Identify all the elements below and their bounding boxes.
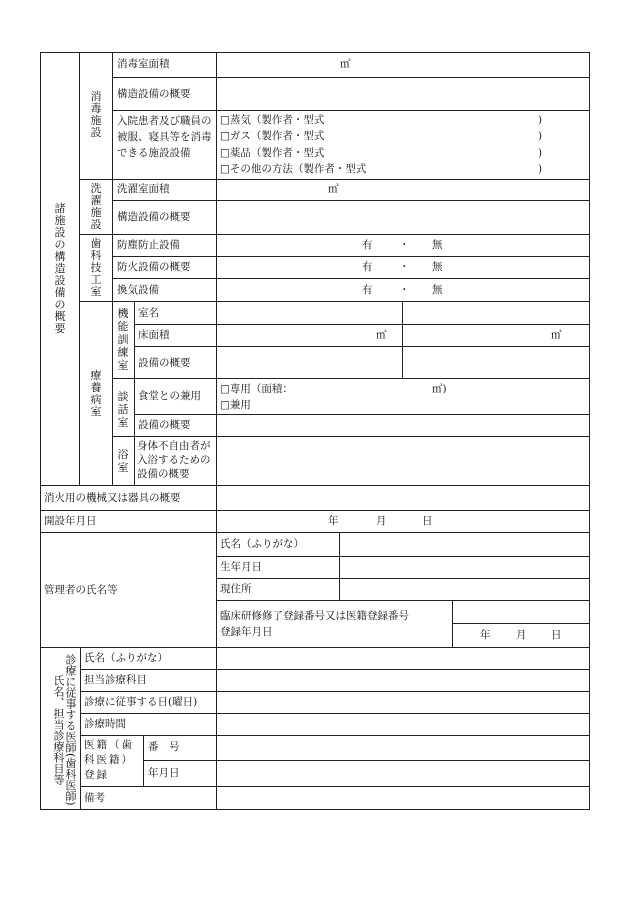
doctor-date-label: 年月日 <box>148 767 180 779</box>
doctor-dept-value-cell[interactable] <box>216 669 590 692</box>
opening-value-cell[interactable] <box>216 510 590 533</box>
lounge-shared-label: 食堂との兼用 <box>138 390 201 402</box>
lounge-shared-checkbox[interactable]: □兼用 <box>220 399 251 411</box>
laundry-area-unit: ㎡ <box>328 183 339 195</box>
opening-label: 開設年月日 <box>44 515 97 527</box>
laundry-overview-label: 構造設備の概要 <box>117 211 191 223</box>
lounge-label: 談話室 <box>117 390 129 429</box>
manager-reg-month: 月 <box>516 629 527 641</box>
manager-reg-day: 日 <box>551 629 562 641</box>
manager-address-label: 現住所 <box>220 583 252 595</box>
close-paren-2: ) <box>538 130 543 142</box>
doctor-dept-label: 担当診療科目 <box>84 674 147 686</box>
dental-row-2-no[interactable]: 無 <box>432 261 443 273</box>
disinfection-option-other[interactable]: □その他の方法（製作者・型式 <box>220 163 367 175</box>
disinfection-equipment-label: 入院患者及び職員の被服、寝具等を消毒できる施設設備 <box>117 115 212 159</box>
dental-row-1-label: 防塵防止設備 <box>117 239 180 251</box>
dental-row-2-yes[interactable]: 有 <box>362 261 373 273</box>
training-floor-area-label: 床面積 <box>138 329 170 341</box>
laundry-area-value-cell[interactable] <box>216 179 590 201</box>
doctor-section-label: 診療に従事する医師(歯科医師)氏名、担当診療科目等 <box>52 653 77 806</box>
disinfection-area-label: 消毒室面積 <box>117 58 170 70</box>
training-floor-area-value-1[interactable] <box>216 324 403 347</box>
fire-value-cell[interactable] <box>216 485 590 511</box>
close-paren-1: ) <box>538 114 543 126</box>
dental-row-2-label: 防火設備の概要 <box>117 261 191 273</box>
doctor-reg-label: 医籍（歯科医籍）登録 <box>84 739 134 781</box>
doctor-remarks-label: 備考 <box>84 792 105 804</box>
doctor-date-value-cell[interactable] <box>216 760 590 787</box>
training-equipment-value-1[interactable] <box>216 346 403 379</box>
dental-row-1-dot: ・ <box>399 239 410 251</box>
laundry-area-label: 洗濯室面積 <box>117 183 170 195</box>
doctor-number-label: 番 号 <box>148 741 180 753</box>
doctor-days-label: 診療に従事する日(曜日) <box>84 696 198 708</box>
laundry-overview-value-cell[interactable] <box>216 200 590 235</box>
dental-row-3-yes[interactable]: 有 <box>362 284 373 296</box>
manager-reg-label-1: 臨床研修修了登録番号又は医籍登録番号 <box>220 610 409 622</box>
dental-row-3-no[interactable]: 無 <box>432 284 443 296</box>
manager-reg-label-2: 登録年月日 <box>220 626 273 638</box>
group-label-laundry: 洗濯施設 <box>90 182 102 231</box>
disinfection-overview-value-cell[interactable] <box>216 77 590 111</box>
doctor-hours-label: 診療時間 <box>84 718 126 730</box>
bath-desc-label: 身体不自由者が入浴するための設備の概要 <box>137 440 211 480</box>
training-equipment-label: 設備の概要 <box>138 357 191 369</box>
opening-day: 日 <box>422 515 433 527</box>
lounge-equipment-value-cell[interactable] <box>216 414 590 437</box>
bath-label: 浴室 <box>117 448 129 474</box>
doctor-number-value-cell[interactable] <box>216 735 590 761</box>
training-floor-unit-2: ㎡ <box>551 329 562 341</box>
manager-reg-year: 年 <box>480 629 491 641</box>
close-paren-3: ) <box>538 147 543 159</box>
doctor-name-value-cell[interactable] <box>216 647 590 670</box>
lounge-dedicated-close: ㎡) <box>432 383 447 395</box>
manager-reg-number-cell[interactable] <box>452 600 590 624</box>
manager-name-label: 氏名（ふりがな） <box>220 538 304 550</box>
training-room-name-value-1[interactable] <box>216 301 403 325</box>
section-label-facilities: 諸施設の構造設備の概要 <box>54 202 66 335</box>
dental-row-3-label: 換気設備 <box>117 284 159 296</box>
manager-name-value-cell[interactable] <box>339 532 590 557</box>
manager-birth-value-cell[interactable] <box>339 556 590 579</box>
doctor-hours-value-cell[interactable] <box>216 713 590 736</box>
disinfection-overview-label: 構造設備の概要 <box>117 88 191 100</box>
dental-row-1-yes[interactable]: 有 <box>362 239 373 251</box>
disinfection-area-unit: ㎡ <box>340 58 351 70</box>
training-room-name-label: 室名 <box>138 307 159 319</box>
training-room-name-value-2[interactable] <box>402 301 590 325</box>
manager-birth-label: 生年月日 <box>220 561 262 573</box>
training-label: 機能訓練室 <box>117 307 129 372</box>
disinfection-area-value-cell[interactable] <box>216 52 590 78</box>
dental-row-2-dot: ・ <box>399 261 410 273</box>
disinfection-option-gas[interactable]: □ガス（製作者・型式 <box>220 130 325 142</box>
disinfection-option-steam[interactable]: □蒸気（製作者・型式 <box>220 114 325 126</box>
doctor-remarks-value-cell[interactable] <box>216 786 590 810</box>
disinfection-option-chemical[interactable]: □薬品（製作者・型式 <box>220 147 325 159</box>
lounge-dedicated-checkbox[interactable]: □専用（面積： <box>220 383 293 395</box>
group-label-dental-lab: 歯科技工室 <box>90 237 102 298</box>
opening-year: 年 <box>328 515 339 527</box>
group-label-ward: 療養病室 <box>90 369 102 418</box>
manager-address-value-cell[interactable] <box>339 578 590 601</box>
manager-label: 管理者の氏名等 <box>44 584 118 596</box>
doctor-name-label: 氏名（ふりがな） <box>84 652 168 664</box>
training-equipment-value-2[interactable] <box>402 346 590 379</box>
opening-month: 月 <box>376 515 387 527</box>
fire-label: 消火用の機械又は器具の概要 <box>44 492 181 504</box>
training-floor-unit-1: ㎡ <box>376 329 387 341</box>
lounge-equipment-label: 設備の概要 <box>138 419 191 431</box>
manager-reg-label-cell <box>216 600 453 648</box>
doctor-days-value-cell[interactable] <box>216 691 590 714</box>
close-paren-4: ) <box>538 163 543 175</box>
dental-row-3-dot: ・ <box>399 284 410 296</box>
group-label-disinfection: 消毒施設 <box>90 90 102 139</box>
dental-row-1-no[interactable]: 無 <box>432 239 443 251</box>
bath-desc-value-cell[interactable] <box>216 436 590 486</box>
